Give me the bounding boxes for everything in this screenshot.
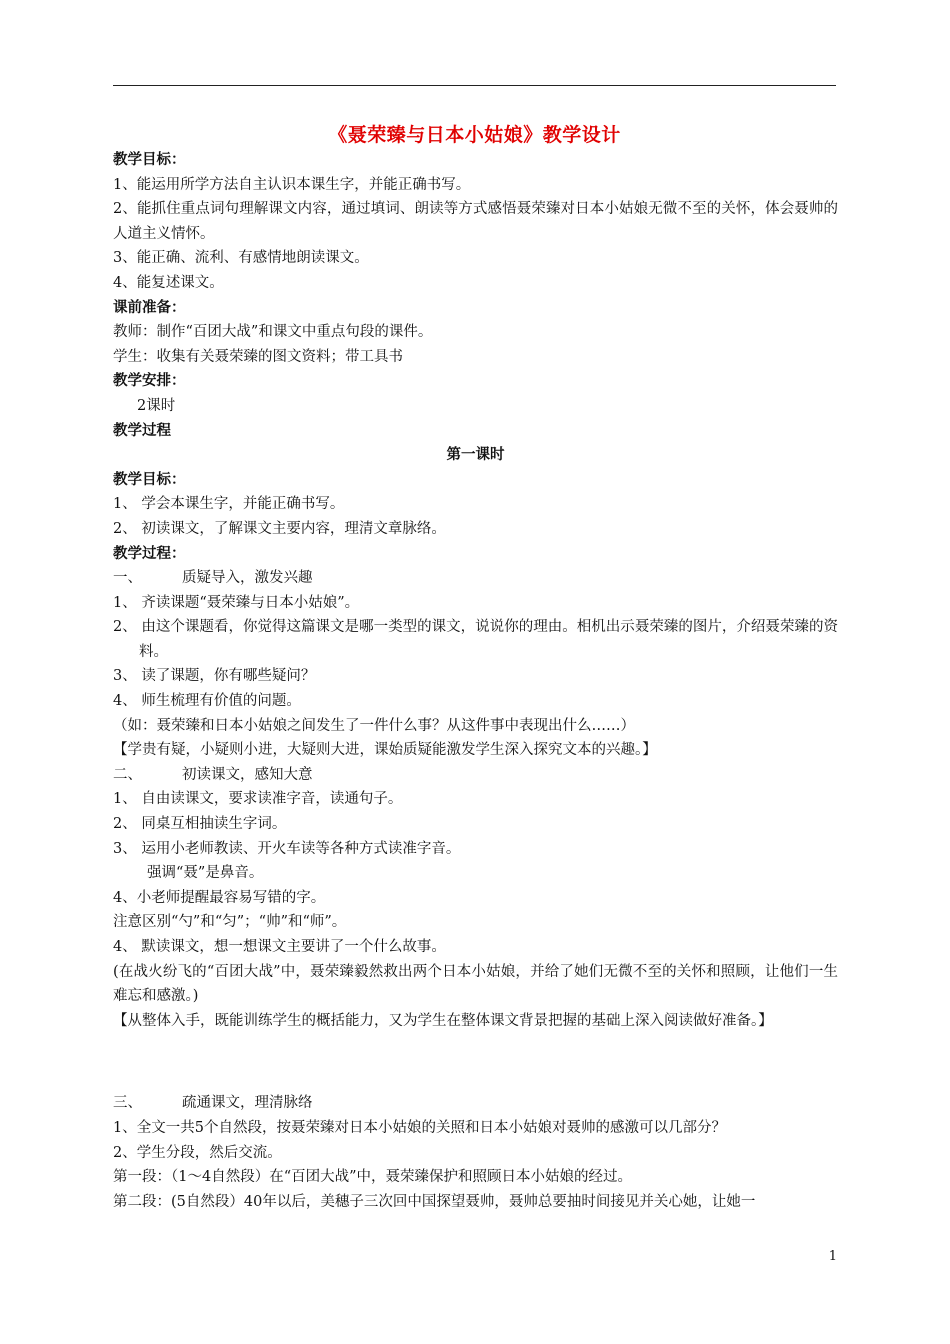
l1-objectives-heading: 教学目标： bbox=[113, 471, 186, 488]
step1-item: 4、 师生梳理有价值的问题。 bbox=[113, 693, 301, 710]
step1-num: 一、 bbox=[113, 570, 142, 587]
step2-item: 2、 同桌互相抽读生字词。 bbox=[113, 816, 287, 833]
step2-distinguish: 注意区别“勺”和“匀”；“帅”和“师”。 bbox=[113, 914, 347, 931]
step2-note: 【从整体入手，既能训练学生的概括能力，又为学生在整体课文背景把握的基础上深入阅读做好准备。】 bbox=[113, 1012, 773, 1029]
process-heading: 教学过程 bbox=[113, 422, 171, 439]
prep-heading: 课前准备： bbox=[113, 299, 186, 316]
schedule-heading: 教学安排： bbox=[113, 373, 186, 390]
step1-item: 3、 读了课题，你有哪些疑问？ bbox=[113, 668, 316, 685]
objective-item: 2、能抓住重点词句理解课文内容，通过填词、朗读等方式感悟聂荣臻对日本小姑娘无微不至的关怀，体会聂帅的人道主义情怀。 bbox=[113, 201, 838, 242]
step3-item: 2、学生分段，然后交流。 bbox=[113, 1144, 282, 1161]
spacer bbox=[113, 1033, 838, 1091]
objectives-heading: 教学目标： bbox=[113, 152, 186, 168]
lesson1-heading: 第一课时 bbox=[446, 447, 505, 464]
step3-item: 第二段：(5自然段）40年以后，美穗子三次回中国探望聂帅，聂帅总要抽时间接见并关心她，让她一 bbox=[113, 1193, 756, 1210]
step1-title: 质疑导入，激发兴趣 bbox=[182, 570, 313, 587]
step2-stress: 强调“聂”是鼻音。 bbox=[147, 865, 264, 882]
prep-item: 学生：收集有关聂荣臻的图文资料；带工具书 bbox=[113, 348, 403, 365]
step3-item: 第一段：（1～4自然段）在“百团大战”中，聂荣臻保护和照顾日本小姑娘的经过。 bbox=[113, 1169, 633, 1186]
step2-title: 初读课文，感知大意 bbox=[182, 766, 313, 783]
l1-process-heading: 教学过程： bbox=[113, 545, 186, 562]
step2-num: 二、 bbox=[113, 766, 142, 783]
step2-item: 4、 默读课文，想一想课文主要讲了一个什么故事。 bbox=[113, 939, 446, 955]
step2-heading bbox=[113, 763, 838, 788]
step3-title: 疏通课文，理清脉络 bbox=[182, 1095, 313, 1112]
step1-item: 1、 齐读课题“聂荣臻与日本小姑娘”。 bbox=[113, 594, 360, 611]
step2-item: 1、 自由读课文，要求读准字音，读通句子。 bbox=[113, 791, 403, 808]
prep-item: 教师：制作“百团大战”和课文中重点句段的课件。 bbox=[113, 324, 433, 341]
l1-objective-item: 2、 初读课文，了解课文主要内容，理清文章脉络。 bbox=[113, 520, 446, 537]
schedule-text: 2课时 bbox=[137, 397, 176, 414]
step1-item: 2、 由这个课题看，你觉得这篇课文是哪一类型的课文，说说你的理由。相机出示聂荣臻的图片，介绍聂荣臻的资料。 bbox=[113, 619, 838, 660]
step2-answer: (在战火纷飞的“百团大战”中，聂荣臻毅然救出两个日本小姑娘，并给了她们无微不至的关怀和照顾，让他们一生难忘和感激。) bbox=[113, 963, 838, 1005]
l1-objective-item: 1、 学会本课生字，并能正确书写。 bbox=[113, 496, 345, 513]
step3-heading bbox=[113, 1091, 838, 1116]
step3-num: 三、 bbox=[113, 1095, 142, 1112]
step1-note: 【学贵有疑，小疑则小进，大疑则大进，课始质疑能激发学生深入探究文本的兴趣。】 bbox=[113, 742, 657, 759]
document-body bbox=[113, 148, 838, 1214]
objective-item: 4、能复述课文。 bbox=[113, 274, 224, 291]
objective-item: 1、能运用所学方法自主认识本课生字，并能正确书写。 bbox=[113, 176, 471, 193]
step3-item: 1、全文一共5个自然段，按聂荣臻对日本小姑娘的关照和日本小姑娘对聂帅的感激可以几部分？ bbox=[113, 1119, 726, 1136]
document-title: 《聂荣臻与日本小姑娘》教学设计 bbox=[328, 124, 621, 146]
objective-item: 3、能正确、流利、有感情地朗读课文。 bbox=[113, 250, 369, 267]
header-rule bbox=[113, 85, 836, 86]
step2-item: 3、 运用小老师教读、开火车读等各种方式读准字音。 bbox=[113, 840, 461, 857]
step1-heading bbox=[113, 566, 838, 591]
step2-item: 4、小老师提醒最容易写错的字。 bbox=[113, 889, 326, 906]
page-number: 1 bbox=[828, 1249, 837, 1264]
step1-example: （如：聂荣臻和日本小姑娘之间发生了一件什么事？从这件事中表现出什么……） bbox=[113, 717, 635, 734]
